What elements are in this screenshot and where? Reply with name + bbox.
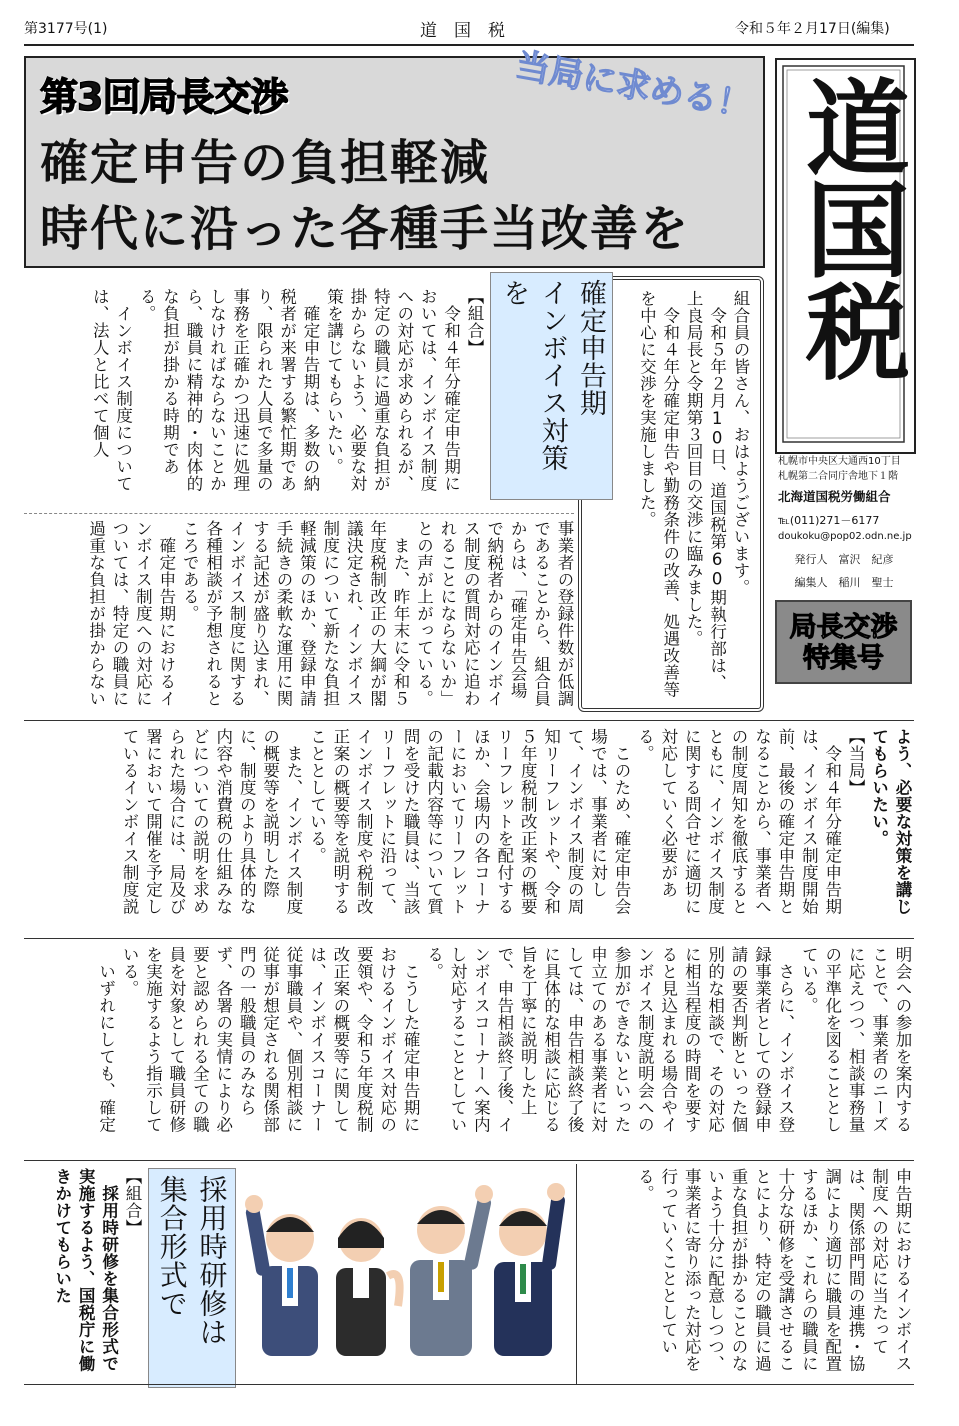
row3-text xyxy=(26,946,914,1142)
people-cheering-illustration xyxy=(232,1176,572,1382)
r3-p3: いずれにしても、確定 xyxy=(96,962,116,1133)
r2-p0: よう、必要な対策を講じてもらいたい。 xyxy=(869,728,912,915)
row4-vdivider xyxy=(576,1164,577,1384)
section1-title: 確定申告期 インボイス対策を xyxy=(490,272,613,500)
r4-p0: 申告期におけるインボイス制度への対応に当たっては、関係部門間の連携・協調により適切に職員を配置するほか、これらの職員に十分な研修を受講させることにより、特定の職員に過重な負担が掛かることのないよう十分に配意しつつ、事業者に寄り添った対応を行っていくこととしている。 xyxy=(635,1168,912,1372)
section2-text xyxy=(26,1168,144,1380)
headline-line2: 時代に沿った各種手当改善を xyxy=(40,201,691,257)
person-2 xyxy=(336,1218,400,1356)
s2-p1: 採用時研修を集合形式で実施するよう、国税庁に働きかけてもらいた xyxy=(52,1168,119,1372)
email: doukoku@pop02.odn.ne.jp xyxy=(778,531,912,543)
headline-stamp: 当局に求める！ xyxy=(512,45,755,127)
special-issue-label: 局長交渉 特集号 xyxy=(775,600,912,684)
editor: 編集人 稲川 聖士 xyxy=(794,575,894,589)
s1-p2: 確定申告期は、多数の納税者が来署する繁忙期であり、限られた人員で多量の事務を正確かつ迅速に処理しなければならないことから、職員に精神的・肉体的な負担が掛かる時期である。 xyxy=(137,288,321,492)
masthead-title: 道国税 xyxy=(788,74,910,380)
s1-mid-p2: また、昨年末に令和５年度税制改正の大綱が閣議決定され、インボイス制度について新たな負担軽減策のほか、登録申請手続きの柔軟な運用に関する記述が盛り込まれ、インボイス制度に関する各種相談が予想されるところである。 xyxy=(180,520,411,707)
section1-upper xyxy=(26,288,486,508)
s1-p3: インボイス制度については、法人と比べて個人 xyxy=(90,288,133,492)
masthead-info xyxy=(778,454,910,591)
paper-name: 道 国 税 xyxy=(420,21,505,41)
s1-mid-p1: 事業者の登録件数が低調であることから、組合員からは、「確定申告会場で納税者からのインボイス制度の質問対応に追われることにならないか」との声が上がっている。 xyxy=(414,520,574,707)
section1-mid xyxy=(26,520,576,714)
s2-label: 【組合】 xyxy=(123,1168,142,1236)
phone: ℡(011)271－6177 xyxy=(778,513,880,527)
greeting-p2: 令和５年２月10日、道国税第60期執行部は、上良局長と令期第３回目の交渉に臨みました。 xyxy=(684,290,727,691)
row1-divider xyxy=(24,720,914,721)
issue-number: 第3177号(1) xyxy=(24,21,108,37)
issue-date: 令和５年２月17日(編集) xyxy=(735,21,890,37)
section2-title: 採用時研修は 集合形式で xyxy=(148,1168,236,1388)
r2-p2: このため、確定申告会場では、事業者に対して、インボイス制度の周知リーフレットや、令和５年度税制改正案の概要リーフレットを配付するほか、会場内の各コーナーにおいてリーフレットの記載内容等について質問を受けた職員は、当該リーフレットに沿って、インボイス制度や税制改正案の概要等を説明することとしている。 xyxy=(307,728,631,915)
union-name: 北海道国税労働組合 xyxy=(778,489,891,504)
r3-p1: さらに、インボイス登録事業者としての登録申請の要否判断といった個別的な相談で、その対応に相当程度の時間を要すると見込まれる場合やインボイス制度説明会への参加ができないといった申立てのある事業者に対しては、申告相談終了後に具体的な相談に応じる旨を丁寧に説明した上で、申告相談終了後、インボイスコーナーへ案内し対応することとしている。 xyxy=(424,946,795,1133)
r3-p0: 明会への参加を案内することで、事業者のニーズに応えつつ、相談事務量の平準化を図ることとしている。 xyxy=(799,946,912,1133)
person-3 xyxy=(410,1185,493,1356)
address-line2: 札幌第二合同庁舎地下１階 xyxy=(778,471,898,482)
masthead xyxy=(775,58,916,454)
top-divider xyxy=(24,44,914,46)
person-1 xyxy=(245,1195,318,1356)
section1-fold xyxy=(24,513,574,514)
row4-text xyxy=(578,1168,914,1380)
s1-mid-p3: 確定申告期におけるインボイス制度への対応については、特定の職員に過重な負担が掛からない xyxy=(86,520,176,707)
greeting-p3: 令和４年分確定申告や勤務条件の改善、処遇改善等を中心に交渉を実施しました。 xyxy=(637,290,680,698)
person-4 xyxy=(494,1183,566,1356)
headline-subtitle: 第3回局長交渉 xyxy=(40,75,288,119)
r2-p3: また、インボイス制度の概要等を説明した際に、制度のより具体的な内容や消費税の仕組みなどについての説明を求められた場合には、局及び署において開催を予定しているインボイス制度説 xyxy=(120,728,304,915)
row2-divider xyxy=(24,938,914,939)
s1-label: 【組合】 xyxy=(465,288,484,356)
row3-divider xyxy=(24,1160,914,1161)
row2-text xyxy=(26,728,914,924)
bottom-rule xyxy=(24,1384,914,1385)
address-line1: 札幌市中央区大通西10丁目 xyxy=(778,456,901,467)
greeting-p1: 組合員の皆さん、おはようございます。 xyxy=(731,290,750,596)
r2-p1: 令和４年分確定申告期は、インボイス制度開始前、最後の確定申告期となることから、事業者への制度周知を徹底するとともに、インボイス制度に関する問合せに適切に対応していく必要がある。 xyxy=(635,728,842,915)
r2-label: 【当局】 xyxy=(846,728,866,796)
publisher: 発行人 富沢 紀彦 xyxy=(794,553,894,567)
s1-p1: 令和４年分確定申告期においては、インボイス制度への対応が求められるが、特定の職員に過重な負担が掛からないよう、必要な対策を講じてもらいたい。 xyxy=(324,288,461,492)
headline-line1: 確定申告の負担軽減 xyxy=(40,135,491,191)
r3-p2: こうした確定申告期におけるインボイス対応の要領や、令和５年度税制改正案の概要等に関しては、インボイスコーナー従事職員や、個別相談に従事が想定される関係部門の一般職員のみならず、各署の実情により必要と認められる全ての職員を対象として職員研修を実施するよう指示している。 xyxy=(120,946,421,1133)
